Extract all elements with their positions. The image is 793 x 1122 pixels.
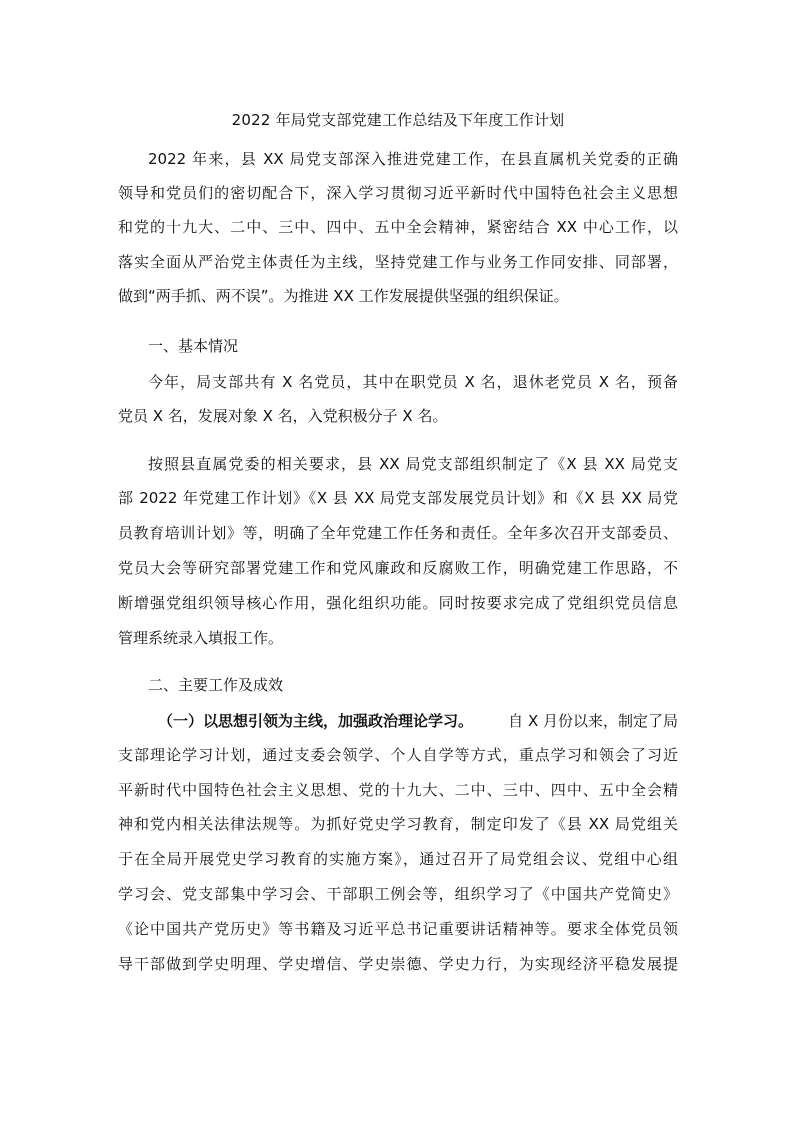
paragraph-line: 党员 X 名，发展对象 X 名，入党积极分子 X 名。 <box>118 407 448 425</box>
paragraph-line: 和党的十九大、二中、三中、四中、五中全会精神，紧密结合 XX 中心工作，以 <box>118 218 678 236</box>
paragraph-line: 导干部做到学史明理、学史增信、学史崇德、学史力行，为实现经济平稳发展提 <box>118 955 678 973</box>
paragraph-line: 支部理论学习计划，通过支委会领学、个人自学等方式，重点学习和领会了习近 <box>118 746 678 764</box>
paragraph-line: 学习会、党支部集中学习会、干部职工例会等，组织学习了《中国共产党简史》 <box>118 885 678 903</box>
paragraph-line: 《论中国共产党历史》等书籍及习近平总书记重要讲话精神等。要求全体党员领 <box>118 920 678 938</box>
subsection-heading: （一）以思想引领为主线，加强政治理论学习。 <box>158 712 474 730</box>
section-heading: 二、主要工作及成效 <box>148 676 284 694</box>
paragraph-line: 2022 年来，县 XX 局党支部深入推进党建工作，在县直属机关党委的正确 <box>148 150 678 168</box>
paragraph-line: 管理系统录入填报工作。 <box>118 629 284 647</box>
paragraph-line: 于在全局开展党史学习教育的实施方案》，通过召开了局党组会议、党组中心组 <box>118 850 678 868</box>
paragraph-line: 落实全面从严治党主体责任为主线，坚持党建工作与业务工作同安排、同部署， <box>118 253 678 271</box>
paragraph-line: 员教育培训计划》等，明确了全年党建工作任务和责任。全年多次召开支部委员、 <box>118 524 678 542</box>
paragraph-line: 按照县直属党委的相关要求，县 XX 局党支部组织制定了《X 县 XX 局党支 <box>148 455 678 473</box>
document-title: 2022 年局党支部党建工作总结及下年度工作计划 <box>231 111 565 129</box>
section-heading: 一、基本情况 <box>148 337 239 355</box>
paragraph-text: 自 X 月份以来，制定了局 <box>508 712 678 730</box>
paragraph-line: 领导和党员们的密切配合下，深入学习贯彻习近平新时代中国特色社会主义思想 <box>118 184 678 202</box>
paragraph-line-mixed <box>158 709 678 733</box>
paragraph-line: 平新时代中国特色社会主义思想、党的十九大、二中、三中、四中、五中全会精 <box>118 781 678 799</box>
paragraph-line: 做到“两手抓、两不误”。为推进 XX 工作发展提供坚强的组织保证。 <box>118 287 569 305</box>
paragraph-line: 神和党内相关法律法规等。为抓好党史学习教育，制定印发了《县 XX 局党组关 <box>118 815 678 833</box>
paragraph-line: 部 2022 年党建工作计划》《X 县 XX 局党支部发展党员计划》和《X 县 XX 局党 <box>118 489 678 507</box>
paragraph-line: 党员大会等研究部署党建工作和党风廉政和反腐败工作，明确党建工作思路，不 <box>118 559 678 577</box>
paragraph-line: 今年，局支部共有 X 名党员，其中在职党员 X 名，退休老党员 X 名，预备 <box>148 373 678 391</box>
paragraph-line: 断增强党组织领导核心作用，强化组织功能。同时按要求完成了党组织党员信息 <box>118 594 678 612</box>
